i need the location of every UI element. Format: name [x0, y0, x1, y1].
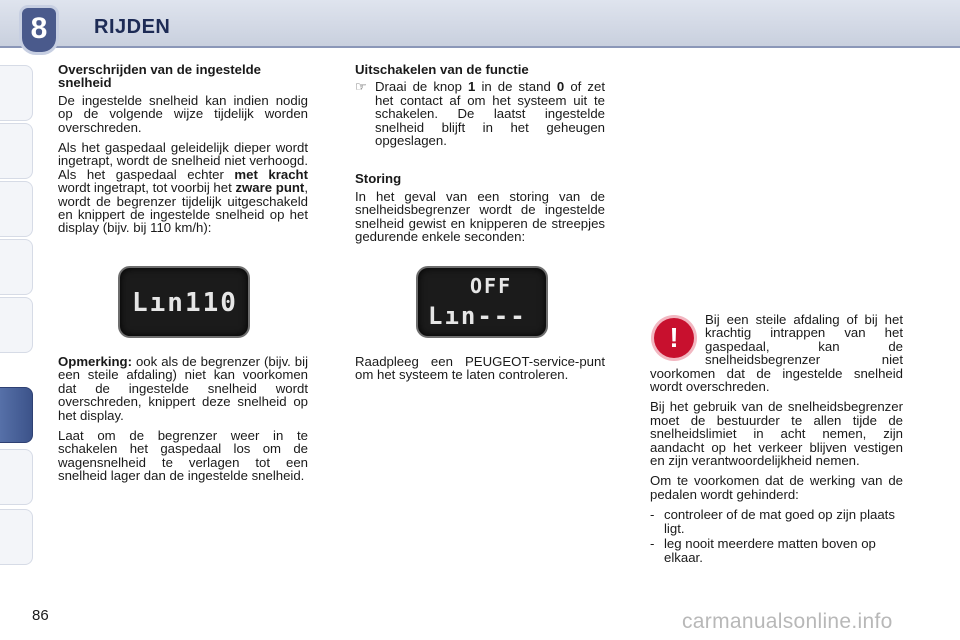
left-column-lower	[58, 355, 308, 490]
paragraph: Laat om de begrenzer weer in te schakelen het gaspedaal los om de wagensnelheid te verlagen tot een snelheid lager dan de ingestelde snelheid.	[58, 428, 308, 484]
chapter-tab[interactable]	[0, 297, 33, 353]
warning-icon: !	[654, 318, 694, 358]
section-heading: Uitschakelen van de functie	[355, 62, 529, 77]
left-column	[58, 63, 308, 242]
speed-display-limit: Lın110	[118, 266, 250, 338]
section-heading: Storing	[355, 171, 402, 187]
chapter-tab[interactable]	[0, 181, 33, 237]
list-item: - controleer of de mat goed op zijn plaats ligt.	[650, 507, 895, 536]
right-column	[650, 313, 903, 566]
list-item: - leg nooit meerdere matten boven op elkaar.	[650, 536, 876, 565]
chapter-tab[interactable]	[0, 509, 33, 565]
chapter-tab[interactable]	[0, 449, 33, 505]
note-paragraph: Opmerking: ook als de begrenzer (bijv. bij een steile afdaling) niet kan voorkomen dat de ingestelde snelheid wordt overschreden, knippert deze snelheid op het display.	[58, 354, 308, 423]
chapter-tab-active[interactable]	[0, 387, 33, 443]
chapter-title: RIJDEN	[94, 16, 171, 38]
paragraph: Bij het gebruik van de snelheidsbegrenzer moet de bestuurder te allen tijde de snelheidslimiet in acht nemen, zijn aandacht op het verkeer blijven vestigen en zijn verantwoordelijkheid nemen.	[650, 399, 903, 469]
paragraph: Om te voorkomen dat de werking van de pedalen wordt gehinderd:	[650, 473, 903, 502]
speed-display-fault: OFF Lın---	[416, 266, 548, 338]
chapter-tab[interactable]	[0, 239, 33, 295]
chapter-tab[interactable]	[0, 65, 33, 121]
instruction-item	[355, 80, 605, 154]
chapter-tabs	[0, 65, 34, 575]
paragraph: In het geval van een storing van de snelheidsbegrenzer wordt de ingestelde snelheid gewist en knipperen de streepjes gedurende enkele seconden:	[355, 188, 605, 245]
page-number: 86	[32, 607, 49, 624]
paragraph: Bij een steile afdaling of bij het krachtig intrappen van het gaspedaal, kan de snelheidsbegrenzer niet voorkomen dat de ingestelde snelheid wordt overschreden.	[650, 312, 903, 395]
middle-column-lower	[355, 355, 605, 389]
chapter-number-badge: 8	[22, 8, 56, 52]
paragraph: De ingestelde snelheid kan indien nodig op de volgende wijze tijdelijk worden overschreden.	[58, 92, 308, 135]
paragraph: Als het gaspedaal geleidelijk dieper wordt ingetrapt, wordt de snelheid niet verhoogd. Als het gaspedaal echter met kracht wordt ingetrapt, tot voorbij het zware punt, wordt de begrenzer tijdelijk uitgeschakeld en knippert de ingestelde snelheid op het display (bijv. bij 110 km/h):	[58, 140, 308, 236]
instruction-text: Draai de knop 1 in de stand 0 of zet het contact af om het systeem uit te schakelen. De laatst ingestelde snelheid blijft in het geheugen opgeslagen.	[375, 79, 605, 149]
middle-column	[355, 63, 605, 250]
chapter-tab[interactable]	[0, 123, 33, 179]
hand-pointer-icon: ☞	[355, 79, 367, 95]
section-heading: Overschrijden van de ingestelde snelheid	[58, 62, 262, 91]
paragraph: Raadpleeg een PEUGEOT-service-punt om het systeem te laten controleren.	[355, 354, 605, 383]
watermark: carmanualsonline.info	[682, 610, 893, 633]
